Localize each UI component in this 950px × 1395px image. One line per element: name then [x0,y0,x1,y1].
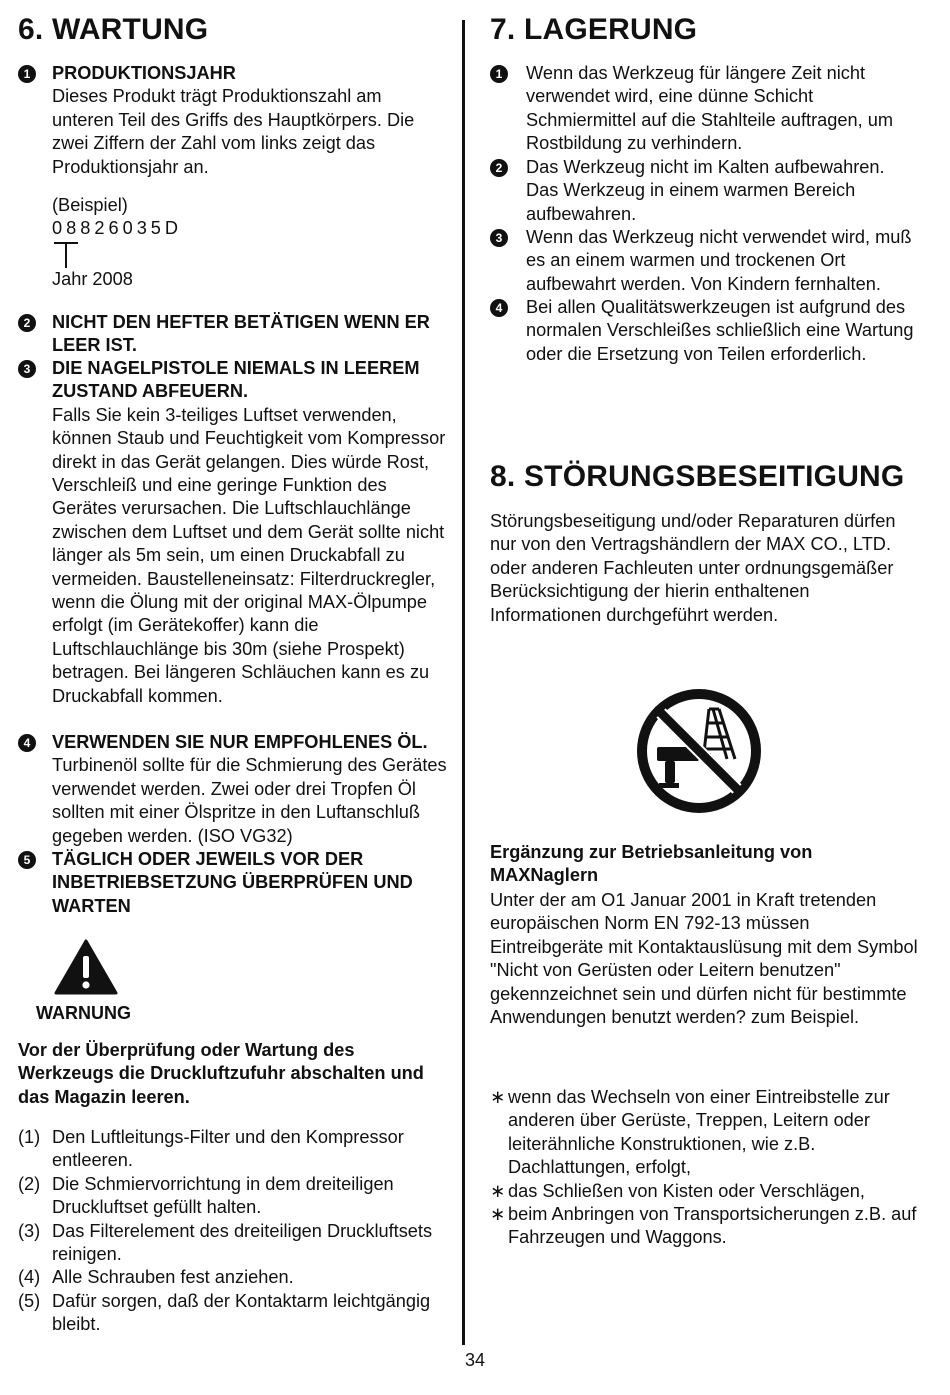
example-label: (Beispiel) [52,195,128,215]
item-text: Wenn das Werkzeug für längere Zeit nicht verwendet wird, eine dünne Schicht Schmiermittel auf die Stahlteile auftragen, um Rostbildung zu verhindern. [526,63,893,154]
list-item [18,1126,448,1173]
number-badge: 3 [490,229,508,247]
list-item [490,1203,920,1250]
warning-label: WARNUNG [36,1003,131,1023]
step-number: (4) [18,1267,41,1288]
item-heading: NICHT DEN HEFTER BETÄTIGEN WENN ER LEER IST. [52,312,430,356]
maintenance-item-5 [18,848,448,918]
storage-item-2 [490,156,920,226]
maintenance-item-3 [18,357,448,708]
bullet-text: das Schließen von Kisten oder Verschlägen, [508,1180,865,1201]
example-block [52,194,182,241]
column-divider [462,20,465,1345]
no-ladder-scaffold-prohibition-icon [635,687,763,815]
year-label: Jahr 2008 [52,269,133,289]
item-text: Bei allen Qualitätswerkzeugen ist aufgrund des normalen Verschleißes schließlich eine Wartung oder die Ersetzung von Teilen erforderlich. [526,297,914,364]
item-text: Turbinenöl sollte für die Schmierung des Gerätes verwendet werden. Zwei oder drei Tropfen Öl sollten mit einer Ölspritze in den Luftanschluß gegeben werden. (ISO VG32) [52,755,447,846]
maintenance-steps-list [18,1126,448,1337]
storage-item-3 [490,226,920,296]
item-text: Wenn das Werkzeug nicht verwendet wird, muß es an einem warmen und trockenen Ort aufbewahrt werden. Von Kindern fernhalten. [526,227,912,294]
step-text: Das Filterelement des dreiteiligen Druckluftsets reinigen. [52,1220,433,1265]
list-item [490,1086,920,1180]
step-number: (1) [18,1127,41,1147]
maintenance-item-4 [18,731,448,848]
item-text: Das Werkzeug nicht im Kalten aufbewahren. Das Werkzeug in einem warmen Bereich aufbewahren. [526,157,885,224]
item-heading: TÄGLICH ODER JEWEILS VOR DER INBETRIEBSETZUNG ÜBERPRÜFEN UND WARTEN [52,849,413,916]
maintenance-item-2 [18,311,448,358]
step-text: Dafür sorgen, daß der Kontaktarm leichtgängig bleibt. [52,1290,431,1335]
number-badge: 3 [18,360,36,378]
item-text: Dieses Produkt trägt Produktionszahl am unteren Teil des Griffs des Hauptkörpers. Die zwei Ziffern der Zahl vom links zeigt das Produktionsjahr an. [52,86,415,177]
maintenance-item-1 [18,62,448,179]
section-8-title: 8. STÖRUNGSBESEITIGUNG [490,460,905,493]
number-badge: 2 [490,159,508,177]
item-heading: VERWENDEN SIE NUR EMPFOHLENES ÖL. [52,732,428,752]
bullet-text: beim Anbringen von Transportsicherungen z.B. auf Fahrzeugen und Waggons. [508,1204,917,1248]
number-badge: 1 [18,65,36,83]
step-number: (3) [18,1220,41,1241]
list-item [18,1220,448,1267]
step-text: Den Luftleitungs-Filter und den Kompressor entleeren. [52,1127,404,1171]
number-badge: 2 [18,314,36,332]
number-badge: 4 [18,734,36,752]
step-number: (5) [18,1290,41,1311]
item-heading: PRODUKTIONSJAHR [52,63,236,83]
example-number: 08826035D [52,218,183,239]
list-item [18,1290,448,1337]
section-6-title: 6. WARTUNG [18,13,209,46]
section-7-title: 7. LAGERUNG [490,13,698,46]
storage-item-1 [490,62,920,156]
troubleshooting-text: Störungsbeseitigung und/oder Reparaturen dürfen nur von den Vertragshändlern der MAX CO., LTD. oder anderen Fachleuten unter ordnungsgemäßer Berücksichtigung der hierin enthaltenen Informationen durchgeführt werden. [490,511,896,625]
supplement-title: Ergänzung zur Betriebsanleitung von MAXNaglern [490,842,813,886]
list-item [18,1173,448,1220]
number-badge: 1 [490,65,508,83]
list-item [490,1180,920,1203]
warning-text: Vor der Überprüfung oder Wartung des Werkzeugs die Druckluftzufuhr abschalten und das Magazin leeren. [18,1040,424,1107]
asterisk-bullet-icon: ∗ [490,1087,506,1107]
supplement-text: Unter der am O1 Januar 2001 in Kraft tretenden europäischen Norm EN 792-13 müssen Eintreibgeräte mit Kontaktauslüsung mit dem Symbol "Nicht von Gerüsten oder Leitern benutzen" gekennzeichnet sein und dürfen nicht für bestimmte Anwendungen benutzt werden? zum Beispiel. [490,890,918,1028]
number-badge: 4 [490,299,508,317]
bullet-text: wenn das Wechseln von einer Eintreibstelle zur anderen über Gerüste, Treppen, Leitern oder leiterähnliche Konstruktionen, wie z.B. Dachlattungen, erfolgt, [508,1087,890,1178]
list-item [18,1266,448,1289]
storage-item-4 [490,296,920,366]
asterisk-bullet-icon: ∗ [490,1204,506,1225]
year-marker-icon [52,242,80,270]
step-text: Die Schmiervorrichtung in dem dreiteiligen Druckluftset gefüllt halten. [52,1173,394,1218]
step-number: (2) [18,1173,41,1194]
warning-triangle-icon [54,938,118,996]
supplement-bullet-list [490,1086,920,1250]
item-heading: DIE NAGELPISTOLE NIEMALS IN LEEREM ZUSTAND ABFEUERN. [52,358,420,402]
item-text: Falls Sie kein 3-teiliges Luftset verwenden, können Staub und Feuchtigkeit vom Kompressor direkt in das Gerät gelangen. Dies würde Rost, Verschleiß und eine geringe Funktion des Gerätes verursachen. Die Luftschlauchlänge zwischen dem Luftset und dem Gerät sollte nicht länger als 5m sein, um einen Druckabfall zu vermeiden. Baustelleneinsatz: Filterdruckregler, wenn die Ölung mit der original MAX-Ölpumpe erfolgt (im Gerätekoffer) kann die Luftschlauchlänge bis 30m (siehe Prospekt) betragen. Bei längeren Schläuchen kann es zu Druckabfall kommen. [52,404,446,706]
number-badge: 5 [18,851,36,869]
asterisk-bullet-icon: ∗ [490,1180,506,1201]
step-text: Alle Schrauben fest anziehen. [52,1267,294,1288]
page-number: 34 [464,1350,486,1370]
